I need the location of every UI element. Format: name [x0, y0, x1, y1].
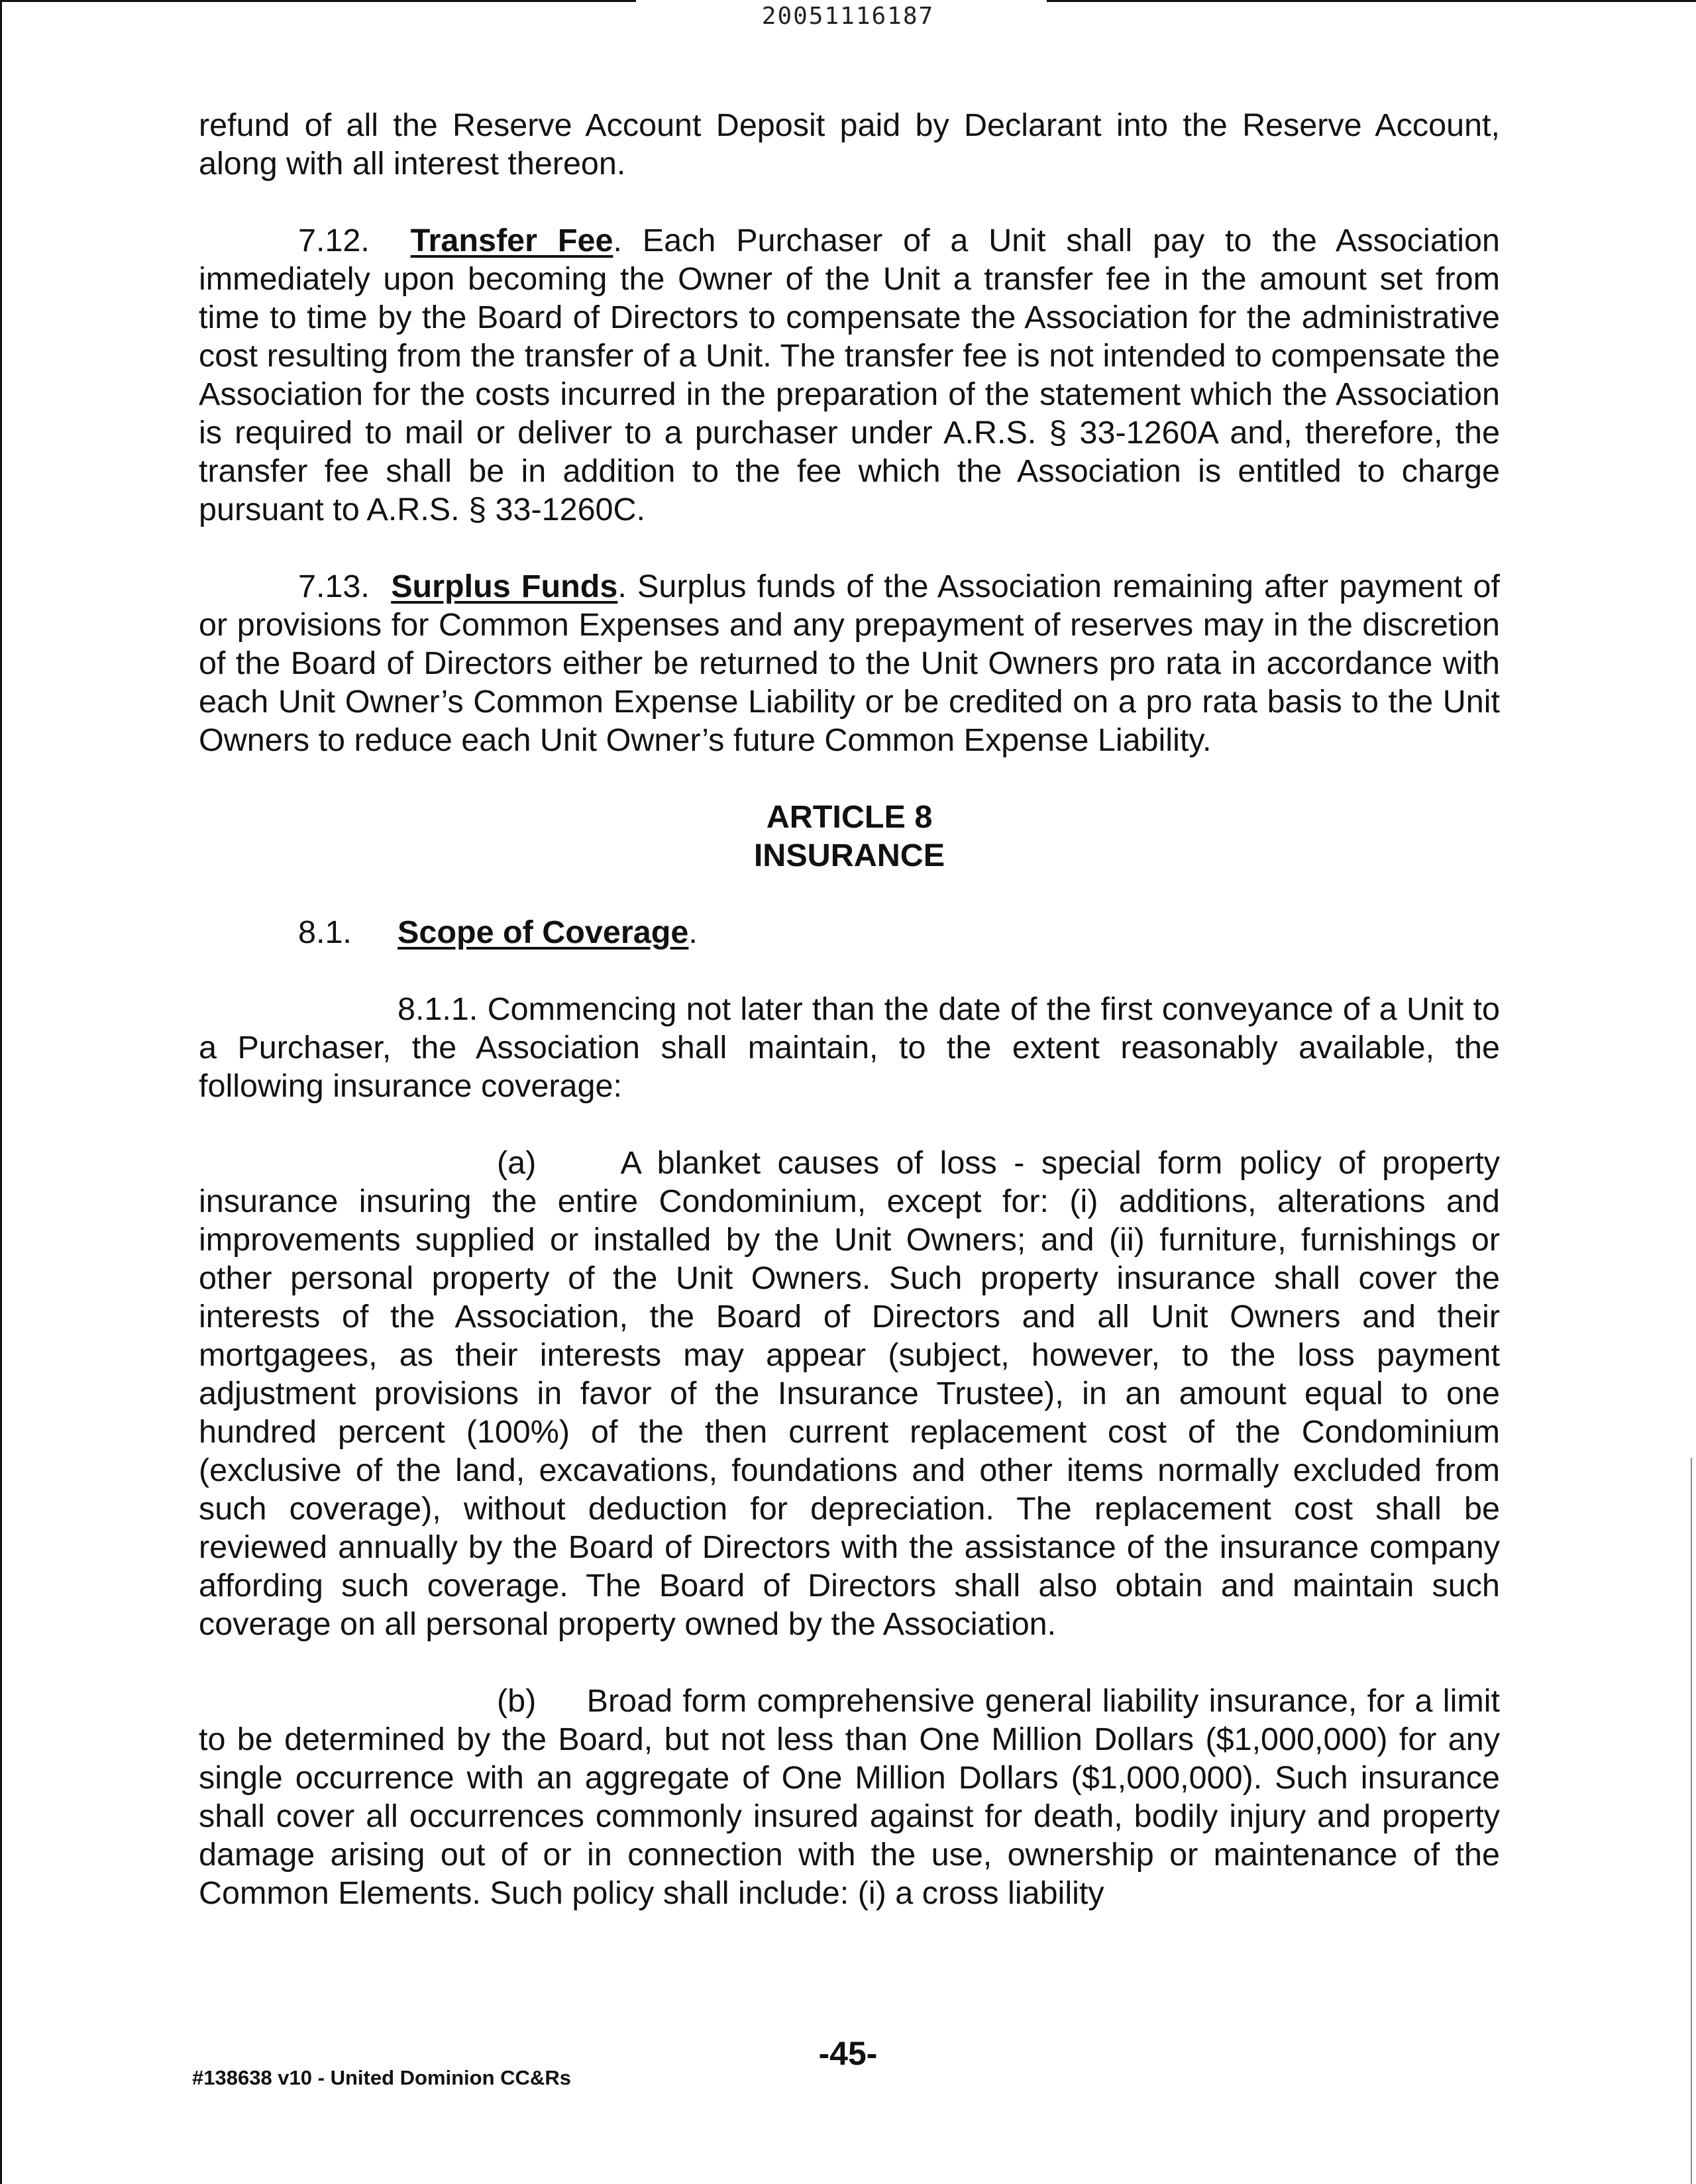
article-number: ARTICLE 8 [766, 799, 933, 835]
item-b [199, 1682, 1500, 1912]
section-8-1-period: . [688, 914, 698, 950]
page-number: -45- [818, 2035, 878, 2072]
item-a-label: (a) [497, 1145, 537, 1181]
section-7-13 [199, 567, 1500, 759]
page-right-edge-mark [1691, 1458, 1692, 2184]
section-7-13-title: Surplus Funds [391, 569, 618, 604]
section-7-13-text: . Surplus funds of the Association remaining after payment of or provisions for Common Expenses and any prepayment of reserves may in the discretion of the Board of Directors either be returned to the Unit Owners pro rata in accordance with each Unit Owner’s Common Expense Liability or be credited on a pro rata basis to the Unit Owners to reduce each Unit Owner’s future Common Expense Liability. [199, 569, 1501, 758]
page-left-border [0, 0, 2, 2184]
section-8-1-number: 8.1. [298, 914, 352, 950]
section-7-12 [199, 221, 1500, 529]
section-7-12-text: . Each Purchaser of a Unit shall pay to the Association immediately upon becoming the Owner of the Unit a transfer fee in the amount set from time to time by the Board of Directors to compensate the Association for the administrative cost resulting from the transfer of a Unit. The transfer fee is not intended to compensate the Association for the costs incurred in the preparation of the statement which the Association is required to mail or deliver to a purchaser under A.R.S. § 33-1260A and, therefore, the transfer fee shall be in addition to the fee which the Association is entitled to charge pursuant to A.R.S. § 33-1260C. [199, 223, 1500, 527]
top-border-left [0, 0, 636, 2]
section-8-1-1: 8.1.1. Commencing not later than the date of the first conveyance of a Unit to a Purchaser, the Association shall maintain, to the extent reasonably available, the following insurance coverage: [199, 991, 1500, 1104]
recording-number: 20051116187 [761, 3, 935, 30]
section-8-1-title: Scope of Coverage [398, 914, 689, 950]
section-7-12-number: 7.12. [298, 223, 370, 258]
article-title: INSURANCE [753, 838, 945, 873]
section-7-12-title: Transfer Fee [410, 223, 613, 258]
document-body [199, 106, 1500, 1951]
item-a [199, 1144, 1500, 1643]
section-8-1 [298, 913, 1500, 952]
top-border-right [1047, 0, 1696, 2]
section-7-13-number: 7.13. [298, 569, 370, 604]
item-b-label: (b) [497, 1683, 537, 1719]
item-b-text: Broad form comprehensive general liability insurance, for a limit to be determined by the Board, but not less than One Million Dollars ($1,000,000) for any single occurrence with an aggregate of One Million Dollars ($1,000,000). Such insurance shall cover all occurrences commonly insured against for death, bodily injury and property damage arising out of or in connection with the use, ownership or maintenance of the Common Elements. Such policy shall include: (i) a cross liability [199, 1683, 1500, 1911]
article-heading [199, 798, 1500, 875]
item-a-text: A blanket causes of loss - special form policy of property insurance insuring the entire Condominium, except for: (i) additions, alterations and improvements supplied or installed by the Unit Owners; and (ii) furniture, furnishings or other personal property of the Unit Owners. Such property insurance shall cover the interests of the Association, the Board of Directors and all Unit Owners and their mortgagees, as their interests may appear (subject, however, to the loss payment adjustment provisions in favor of the Insurance Trustee), in an amount equal to one hundred percent (100%) of the then current replacement cost of the Condominium (exclusive of the land, excavations, foundations and other items normally excluded from such coverage), without deduction for depreciation. The replacement cost shall be reviewed annually by the Board of Directors with the assistance of the insurance company affording such coverage. The Board of Directors shall also obtain and maintain such coverage on all personal property owned by the Association. [199, 1145, 1500, 1642]
footer-document-id: #138638 v10 - United Dominion CC&Rs [192, 2066, 571, 2089]
continued-paragraph: refund of all the Reserve Account Deposit paid by Declarant into the Reserve Account, along with all interest thereon. [199, 107, 1500, 182]
